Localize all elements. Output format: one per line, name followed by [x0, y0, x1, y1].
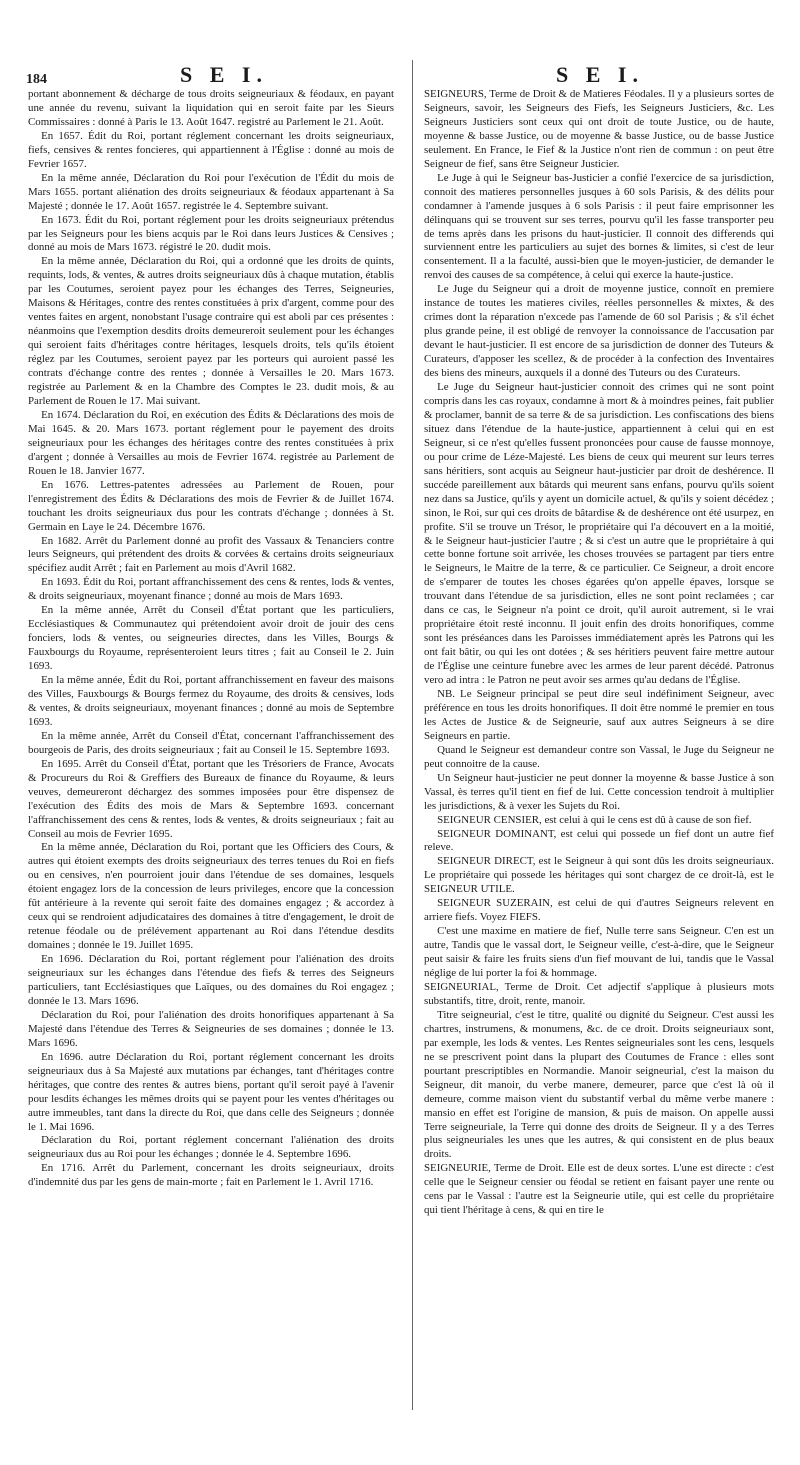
- paragraph: En la même année, Déclaration du Roi pour l'exécution de l'Édit du mois de Mars 1655. portant aliénation des droits seigneuriaux & féodaux appartenant à Sa Majesté ; donnée le 17. Août 1657. registrée le 4. Septembre suivant.: [28, 171, 394, 212]
- entry-seigneur-censier: SEIGNEUR CENSIER, est celui à qui le cens est dû à cause de son fief.: [437, 813, 752, 826]
- entry-seigneurs: SEIGNEURS, Terme de Droit & de Matieres Féodales. Il y a plusieurs sortes de Seigneurs, savoir, les Seigneurs des Fiefs, les Seigneurs Justiciers, &c. Les Seigneurs Justiciers sont ceux qui ont droit de toute Justice, ou de haute, moyenne & basse Justice, ou de moyenne & basse Justice, ou de basse Justice seulement. En France, le Fief & la Justice n'ont rien de commun : on peut être Seigneur de fief, sans être Seigneur Justicier.: [424, 88, 774, 170]
- paragraph: Déclaration du Roi, pour l'aliénation des droits honorifiques appartenant à Sa Majesté dans l'étendue des Terres & Seigneuries de ses domaines ; donnée le 13. Mars 1696.: [28, 1008, 394, 1049]
- paragraph: Un Seigneur haut-justicier ne peut donner la moyenne & basse Justice à son Vassal, ès terres qu'il tient en fief de lui. Cette concession tendroit à multiplier les jurisdictions, & à vexer les Sujets du Roi.: [424, 771, 774, 812]
- paragraph: En 1682. Arrêt du Parlement donné au profit des Vassaux & Tenanciers contre leurs Seigneurs, qui prétendent des droits & corvées & certains droits seigneuriaux spécifiez audit Arrêt ; fait en Parlement au mois d'Avril 1682.: [28, 534, 394, 575]
- paragraph: En 1693. Édit du Roi, portant affranchissement des cens & rentes, lods & ventes, & droits seigneuriaux, moyenant finance ; donné au mois de Mars 1693.: [28, 576, 394, 603]
- paragraph: En la même année, Déclaration du Roi, qui a ordonné que les droits de quints, requints, lods, & ventes, & autres droits seigneuriaux dûs à chaque mutation, établis par les Coutumes, seroient payez pour les échanges des Terres, Seigneuries, Maisons & Héritages, contre des rentes constituées à prix d'argent, comme pour des ventes faites en argent, nonobstant l'usage contraire qui est aboli par ces présentes : néanmoins que l'exemption desdits droits demeureroit seulement pour les échanges qui seroient faits d'héritages contre héritages, lesquels droits, tels qu'ils étoient réglez par les Coutumes, seroient payez par les porteurs qui auroient passé les contrats d'échange contre des rentes ; donnée à Versailles le 20. Mars 1673. registrée au Parlement & en la Chambre des Comptes le 23. dudit mois, & au Parlement de Rouen le 17. Mai suivant.: [28, 255, 394, 407]
- paragraph: En 1673. Édit du Roi, portant réglement pour les droits seigneuriaux prétendus par les Seigneurs pour les biens acquis par le Roi dans leurs Justices & Censives ; donné au mois de Mars 1673. régistré le 20. dudit mois.: [28, 213, 394, 254]
- entry-seigneur-dominant: SEIGNEUR DOMINANT, est celui qui possede un fief dont un autre fief releve.: [424, 827, 774, 854]
- paragraph: Le Juge du Seigneur qui a droit de moyenne justice, connoît en premiere instance de toutes les matieres civiles, réelles personnelles & mixtes, & des crimes dont la réparation n'excede pas l'amende de 60 sol Parisis ; & s'il échet plus grande peine, il est obligé de renvoyer la connoissance de l'accusation par devant le haut-justicier. Il est encore de sa jurisdiction de donner des Tuteurs & Curateurs, d'apposer les scellez, & de procéder à la confection des Inventaires des biens des mineurs, auxquels il a donné des Tuteurs ou des Curateurs.: [424, 283, 774, 380]
- paragraph: En la même année, Déclaration du Roi, portant que les Officiers des Cours, & autres qui étoient exempts des droits seigneuriaux des terres tenues du Roi en fiefs ou en censives, n'en pourroient jouir dans l'étendue de ses domaines, lesquels étoient engagez lors de la concession de leurs privileges, encore que la concession fût antérieure à la revente qui seroit faite des domaines engagez ; & accordez à ceux qui se rendroient adjudicataires des domaines à titre d'engagement, le droit de retenue féodale ou de prélévement appartenant au Roi dans l'étendue desdits domaines ; donnée le 19. Juillet 1695.: [28, 841, 394, 952]
- paragraph: En la même année, Édit du Roi, portant affranchissement en faveur des maisons des Villes, Fauxbourgs & Bourgs fermez du Royaume, des droits & censives, lods & ventes, & droits seigneuriaux, moyenant finances ; donné au mois de Septembre 1693.: [28, 674, 394, 728]
- paragraph: En la même année, Arrêt du Conseil d'État, concernant l'affranchissement des bourgeois de Paris, des droits seigneuriaux ; fait au Conseil le 15. Septembre 1693.: [28, 729, 394, 756]
- paragraph: En 1674. Déclaration du Roi, en exécution des Édits & Déclarations des mois de Mai 1645. & 20. Mars 1673. portant réglement pour le payement des droits seigneuriaux pour les échanges des héritages contre des rentes constituées à prix d'argent ; donnée à Versailles au mois de Fevrier 1674. registrée au Parlement de Rouen le 18. Janvier 1677.: [28, 408, 394, 477]
- paragraph: Déclaration du Roi, portant réglement concernant l'aliénation des droits seigneuriaux dus au Roi pour les échanges ; donnée le 4. Septembre 1696.: [28, 1134, 394, 1161]
- page-number: 184: [26, 72, 47, 87]
- running-title-left: S E I.: [180, 62, 268, 87]
- right-column: [424, 88, 774, 1218]
- paragraph: En 1695. Arrêt du Conseil d'État, portant que les Trésoriers de France, Avocats & Procureurs du Roi & Greffiers des Bureaux de finance du Royaume, & leurs veuves, demeureront déchargez des sommes imposées pour être dispensez de l'exécution des Édits des mois de Mars & Septembre 1693. concernant l'affranchissement des cens & rentes, lods & ventes, & droits seigneuriaux ; fait au Conseil au mois de Fevrier 1695.: [28, 757, 394, 840]
- paragraph: Quand le Seigneur est demandeur contre son Vassal, le Juge du Seigneur ne peut connoitre de la cause.: [424, 743, 774, 770]
- entry-seigneur-suzerain: SEIGNEUR SUZERAIN, est celui de qui d'autres Seigneurs relevent en arriere fiefs. Voyez FIEFS.: [424, 897, 774, 924]
- paragraph: C'est une maxime en matiere de fief, Nulle terre sans Seigneur. C'en est un autre, Tandis que le vassal dort, le Seigneur veille, c'est-à-dire, que le Seigneur peut saisir & faire les fruits siens d'un fief mouvant de lui, tandis que le Vassal néglige de lui porter la foi & hommage.: [424, 925, 774, 980]
- entry-seigneur-direct: SEIGNEUR DIRECT, est le Seigneur à qui sont dûs les droits seigneuriaux. Le propriétaire qui possede les héritages qui sont chargez de ce droit-là, est le SEIGNEUR UTILE.: [424, 855, 774, 896]
- left-column: [28, 88, 394, 1190]
- paragraph: Titre seigneurial, c'est le titre, qualité ou dignité du Seigneur. C'est aussi les chartres, instrumens, & monumens, &c. de ce droit. Droits seigneuriaux sont, par exemple, les lods & ventes. Les Rentes seigneuriales sont les cens, lesquels ne se prescrivent point dans la plupart des Coutumes de France : elles sont pourtant prescriptibles en Normandie. Manoir seigneurial, c'est la maison du Seigneur, dit manoir, du verbe manere, demeurer, parce que c'est là où il demeure, comme maison vient du substantif verbal du même verbe manere : mansio en effet est l'origine de mansion, & puis de maison. On appelle aussi Terre seigneuriale, la Terre qui donne des droits de Seigneur. Il y a des Terres plus seigneuriales les unes que les autres, & qui consistent en de plus beaux droits.: [424, 1008, 774, 1161]
- paragraph: En 1696. autre Déclaration du Roi, portant réglement concernant les droits seigneuriaux dus à Sa Majesté aux mutations par échanges, tant d'héritages contre héritages, que contre des rentes & autres biens, portant qu'il seroit payé à l'avenir pour lesdits échanges les mêmes droits qui se payent pour les ventes d'héritages ou autre immeubles, tant dans la directe du Roi, que dans celle des Seigneurs ; donnée le 1. Mai 1696.: [28, 1050, 394, 1133]
- paragraph: NB. Le Seigneur principal se peut dire seul indéfiniment Seigneur, avec préférence en tous les droits honorifiques. Il doit être nommé le premier en tous les Actes de Justice & de Seigneurie, sauf aux autres Seigneurs à se dire Seigneurs en partie.: [424, 687, 774, 742]
- paragraph: En 1716. Arrêt du Parlement, concernant les droits seigneuriaux, droits d'indemnité dus par les gens de main-morte ; fait en Parlement le 1. Avril 1716.: [28, 1162, 394, 1189]
- paragraph: En la même année, Arrêt du Conseil d'État portant que les particuliers, Ecclésiastiques & Communautez qui prétendoient avoir droit de jouir des cens fonciers, lods & ventes, ou seigneuries directes, dans les Villes, Bourgs & Fauxbourgs du Royaume, représenteroient leurs titres ; fait au Conseil le 2. Juin 1693.: [28, 604, 394, 673]
- paragraph: En 1657. Édit du Roi, portant réglement concernant les droits seigneuriaux, fiefs, censives & rentes foncieres, qui appartiennent à l'Église : donné au mois de Fevrier 1657.: [28, 129, 394, 170]
- paragraph: En 1676. Lettres-patentes adressées au Parlement de Rouen, pour l'enregistrement des Édits & Déclarations des mois de Fevrier & de Juillet 1674. touchant les droits seigneuriaux dus pour les contrats d'échange ; données à St. Germain en Laye le 24. Décembre 1676.: [28, 478, 394, 533]
- paragraph: En 1696. Déclaration du Roi, portant réglement pour l'aliénation des droits seigneuriaux sur les échanges dans l'étendue des fiefs & terres des Seigneurs particuliers, tant Ecclésiastiques que Laïques, ou des domaines du Roi engagez ; donnée le 13. Mars 1696.: [28, 953, 394, 1007]
- entry-seigneurie: SEIGNEURIE, Terme de Droit. Elle est de deux sortes. L'une est directe : c'est celle que le Seigneur censier ou féodal se retient en faisant payer une rente ou cens par le Vassal : l'autre est la Seigneurie utile, qui est celle du propriétaire qui tient l'héritage à cens, & qui en tire le: [424, 1162, 774, 1217]
- paragraph: Le Juge du Seigneur haut-justicier connoit des crimes qui ne sont point compris dans les cas royaux, condamne à mort & à moindres peines, fait publier & proclamer, bannit de sa terre & de sa jurisdiction. Les confiscations des biens situez dans l'étendue de la haute-justice, appartiennent à celui qui en est Seigneur, si ce n'est qu'elles fussent prononcées pour cause de fausse monnoye, ou pour crime de Léze-Majesté. Les biens de ceux qui meurent sur leurs terres sans héritiers, sont acquis au Seigneur haut-justicier par droit de deshérence. Il succéde pareillement aux bâtards qui meurent sans enfans, pourvu qu'ils soient nez dans sa Justice, qu'ils y ayent un domicile actuel, & qu'ils y soient décédez ; sinon, le Roi, sur qui ces droits de bâtardise & de deshérence ont été usurpez, en profite. S'il se trouve un Trésor, le propriétaire qui l'a découvert en a la moitié, & le Seigneur haut-justicier l'autre ; & si c'est un autre que le propriétaire à qui cette bonne fortune soit arrivée, les choses trouvées se partagent par tiers entre le Seigneurs, le Maitre de la terre, & ce particulier. Ce Seigneur, a droit encore de s'emparer de toutes les choses égarées qu'on appelle épaves, lorsque se trouvant dans l'étendue de sa jurisdiction, elles ne sont point reclamées ; car dans ce cas, le Seigneur n'a point ce droit, qu'il auroit autrement, si le vrai propriétaire étoit resté inconnu. Il jouit enfin des droits honorifiques, comme sont les préséances dans les Paroisses immédiatement après les Patrons qui les ont fait bâtir, ou qui les ont dotées ; & ses héritiers peuvent faire mettre autour de l'Église une ceinture funebre avec les armes de leur parent décédé. Patronus vero ad intra : le Patron ne peut avoir ses armes qu'au dedans de l'Église.: [424, 381, 774, 687]
- running-title-right: S E I.: [556, 62, 644, 87]
- paragraph: portant abonnement & décharge de tous droits seigneuriaux & féodaux, en payant une année du revenu, suivant la liquidation qui en seroit faite par les Sieurs Commissaires : donné à Paris le 13. Août 1647. registré au Parlement le 21. Août.: [28, 88, 394, 128]
- paragraph: Le Juge à qui le Seigneur bas-Justicier a confié l'exercice de sa jurisdiction, connoit des matieres personnelles jusques à 60 sols Parisis, & des délits pour condamner à l'amende jusques à 6 sols Parisis : il peut faire emprisonner les délinquans qui se trouvent sur ses terres, pourvu qu'il les fasse transporter peu de tems après dans les prisons du haut-justicier. Il connoit des differends qui surviennent entre les particuliers au sujet des bornes & limites, si c'est de leur consentement. Il a la faculté, aussi-bien que le moyen-justicier, de demander le renvoi des causes de sa compétence, à celui qui exerce la haute-justice.: [424, 171, 774, 282]
- entry-seigneurial: SEIGNEURIAL, Terme de Droit. Cet adjectif s'applique à plusieurs mots substantifs, titre, droit, rente, manoir.: [424, 981, 774, 1007]
- column-divider: [412, 60, 413, 1410]
